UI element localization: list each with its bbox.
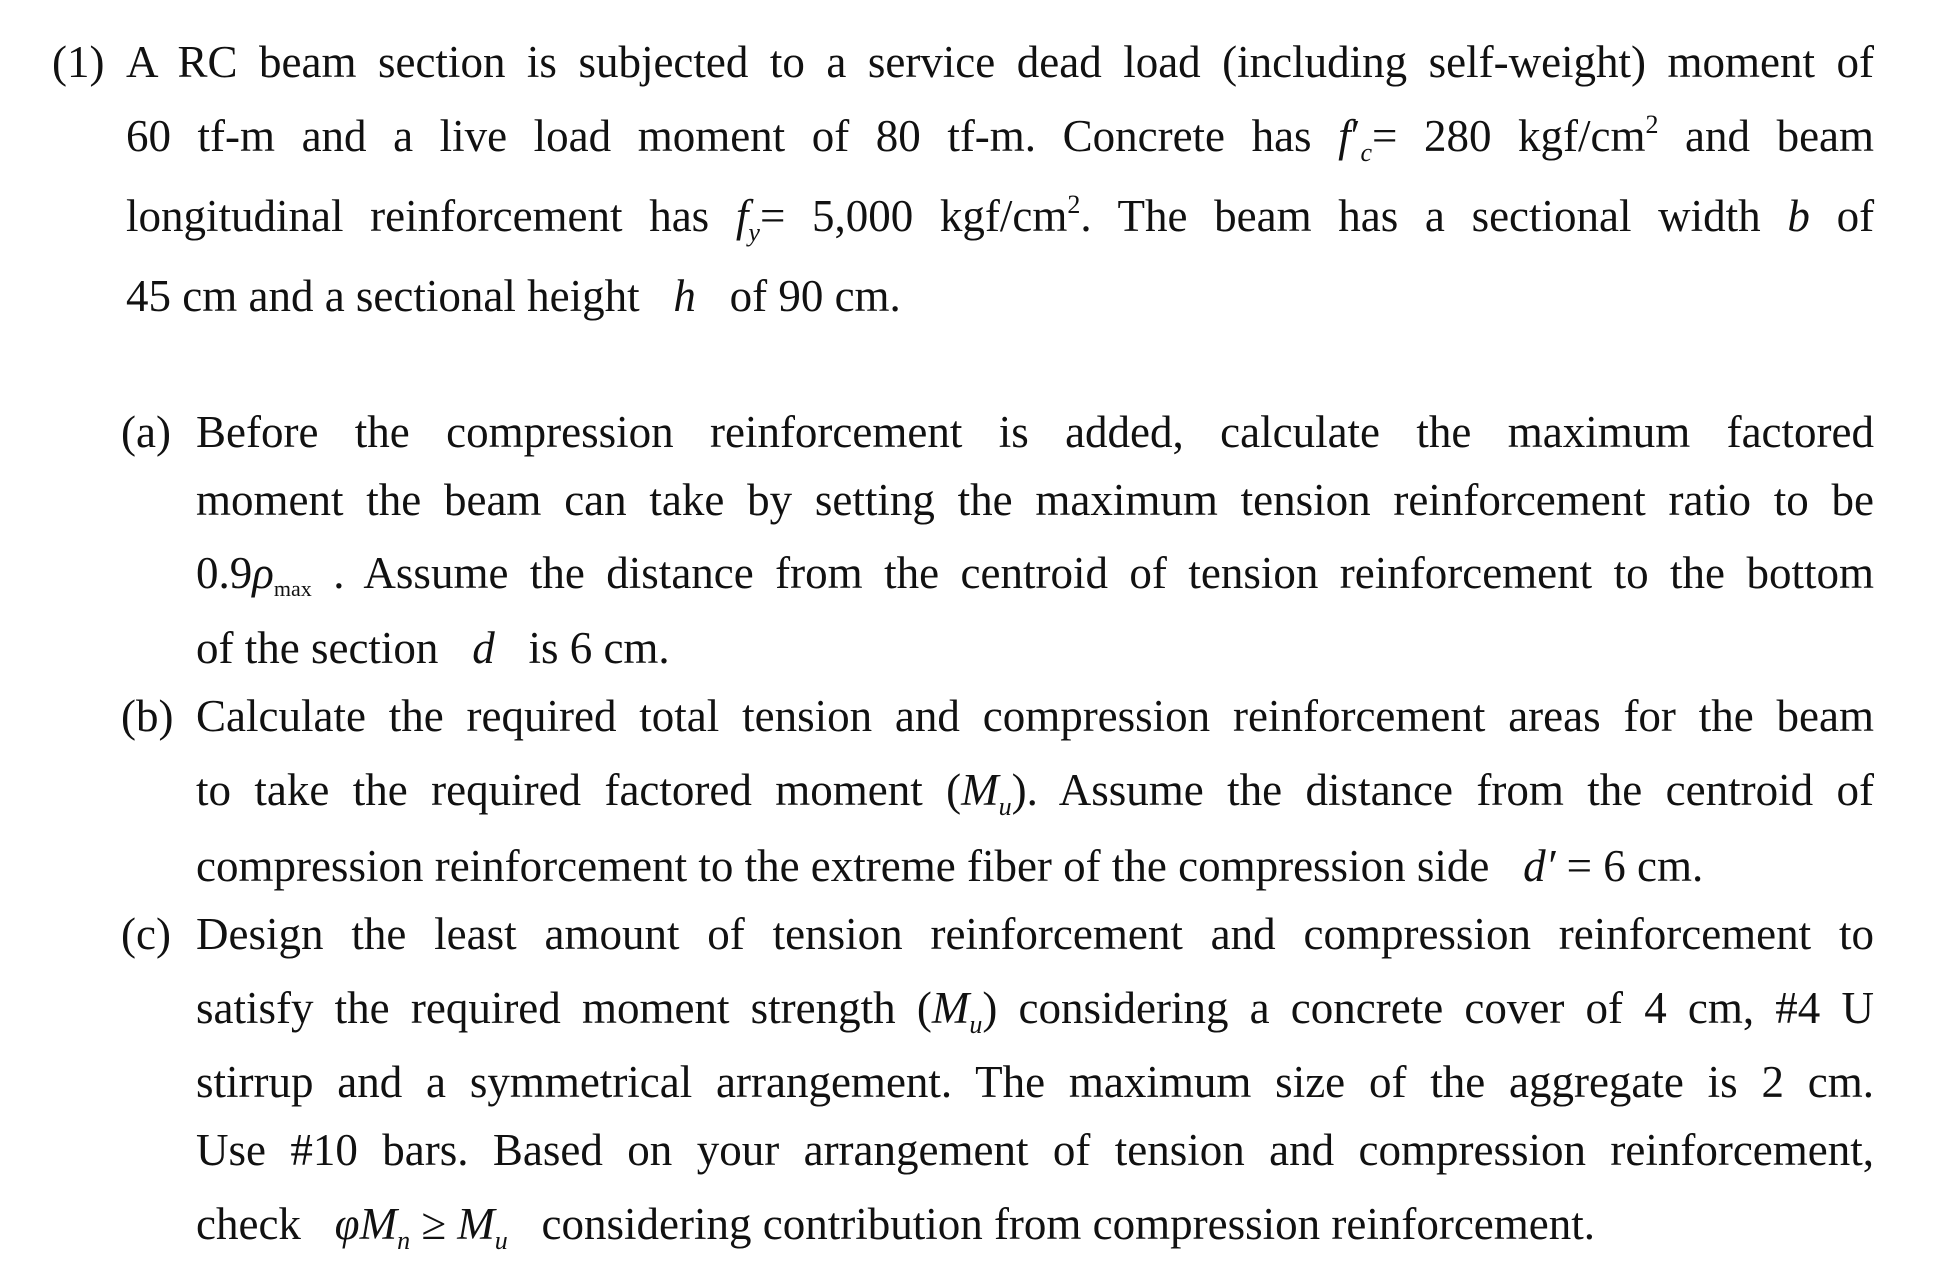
part-b-text-3b: = 6 cm. <box>1566 841 1704 891</box>
phi-symbol: φ <box>334 1199 360 1249</box>
d-symbol: d <box>472 623 495 673</box>
d-prime-symbol: d′ <box>1523 841 1556 891</box>
fy-expression <box>735 190 1761 247</box>
fy-subscript: y <box>748 218 760 247</box>
strength-inequality <box>334 1199 508 1255</box>
intro-text-4b: of 90 cm. <box>729 271 901 321</box>
mu-symbol: M <box>961 765 999 815</box>
part-b-line-1 <box>196 688 1874 744</box>
fy-value: = 5,000 kgf/cm <box>759 191 1068 241</box>
part-c-mu-expression <box>196 983 1874 1039</box>
intro-text-3a: longitudinal reinforcement has <box>126 191 710 241</box>
intro-text-2c: and beam <box>1658 111 1875 161</box>
part-a-label: (a) <box>121 407 171 457</box>
part-c-line-5 <box>196 1196 1595 1255</box>
part-b-text-2b: ). Assume the distance from the centroid of <box>1011 765 1874 815</box>
part-a-line-3 <box>196 545 1874 601</box>
intro-line-4 <box>126 268 901 324</box>
rho-expression <box>196 548 312 601</box>
mu-subscript: u <box>494 1226 508 1255</box>
intro-text-3d: of <box>1836 191 1875 241</box>
part-c-line-4 <box>196 1122 1874 1178</box>
part-a-text-4a: of the section <box>196 623 439 673</box>
part-b-text-2a: to take the required factored moment ( <box>196 765 962 815</box>
geq-symbol: ≥ <box>421 1199 447 1249</box>
part-a-text-2: moment the beam can take by setting the maximum tension reinforcement ratio to be <box>196 475 1874 525</box>
mu-subscript: u <box>969 1010 983 1039</box>
intro-line-1 <box>126 34 1874 90</box>
part-a-text-3b: . Assume the distance from the centroid of tension reinforcement to the bottom <box>333 548 1874 598</box>
part-b-text-1: Calculate the required total tension and compression reinforcement areas for the beam <box>196 691 1874 741</box>
fy-unit-exponent: 2 <box>1067 190 1081 219</box>
h-symbol: h <box>673 271 696 321</box>
rho-coefficient: 0.9 <box>196 548 253 598</box>
part-a-line-2 <box>196 472 1874 528</box>
mn-symbol: M <box>359 1199 398 1249</box>
intro-text-1: A RC beam section is subjected to a service dead load (including self-weight) moment of <box>126 37 1874 87</box>
fc-subscript: c <box>1360 138 1373 167</box>
fc-value: = 280 kgf/cm <box>1372 111 1646 161</box>
part-b-mu-expression <box>196 765 1874 821</box>
part-b-line-3 <box>196 838 1703 894</box>
intro-text-3c: . The beam has a sectional width <box>1080 191 1761 241</box>
part-b-text-3a: compression reinforcement to the extreme fiber of the compression side <box>196 841 1490 891</box>
part-c-line-2 <box>196 980 1874 1039</box>
intro-line-3 <box>126 188 1875 247</box>
part-a-line-4 <box>196 620 670 676</box>
mn-subscript: n <box>397 1226 411 1255</box>
intro-line-2 <box>126 108 1875 167</box>
intro-text-4a: 45 cm and a sectional height <box>126 271 640 321</box>
mu-symbol: M <box>931 983 970 1033</box>
part-b-line-2 <box>196 762 1874 821</box>
part-c-text-5a: check <box>196 1199 301 1249</box>
fc-symbol: f <box>1338 111 1351 161</box>
problem-number: (1) <box>52 37 105 87</box>
part-c-label: (c) <box>121 909 171 959</box>
rho-subscript: max <box>273 576 312 601</box>
b-symbol: b <box>1787 191 1810 241</box>
part-c-line-1 <box>196 906 1874 962</box>
intro-text-2a: 60 tf-m and a live load moment of 80 tf-m. Concrete has <box>126 111 1312 161</box>
fc-unit-exponent: 2 <box>1645 110 1659 139</box>
part-c-text-4: Use #10 bars. Based on your arrangement of tension and compression reinforcement, <box>196 1125 1874 1175</box>
part-c-line-3 <box>196 1054 1874 1110</box>
part-c-text-2a: satisfy the required moment strength ( <box>196 983 932 1033</box>
part-a-text-4b: is 6 cm. <box>528 623 670 673</box>
part-c-text-1: Design the least amount of tension reinforcement and compression reinforcement to <box>196 909 1874 959</box>
mu-subscript: u <box>998 792 1012 821</box>
part-a-line-1 <box>196 404 1874 460</box>
fc-prime-symbol <box>1338 110 1875 167</box>
part-b-label: (b) <box>121 691 174 741</box>
part-a-text-1: Before the compression reinforcement is added, calculate the maximum factored <box>196 407 1874 457</box>
part-c-text-2b: ) considering a concrete cover of 4 cm, #4 U <box>982 983 1874 1033</box>
part-c-text-5b: considering contribution from compression reinforcement. <box>541 1199 1595 1249</box>
part-c-text-3: stirrup and a symmetrical arrangement. The maximum size of the aggregate is 2 cm. <box>196 1057 1874 1107</box>
rho-symbol: ρ <box>252 548 274 598</box>
fy-symbol: f <box>735 191 749 241</box>
mu-symbol: M <box>457 1199 495 1249</box>
fc-prime: ′ <box>1350 111 1361 161</box>
